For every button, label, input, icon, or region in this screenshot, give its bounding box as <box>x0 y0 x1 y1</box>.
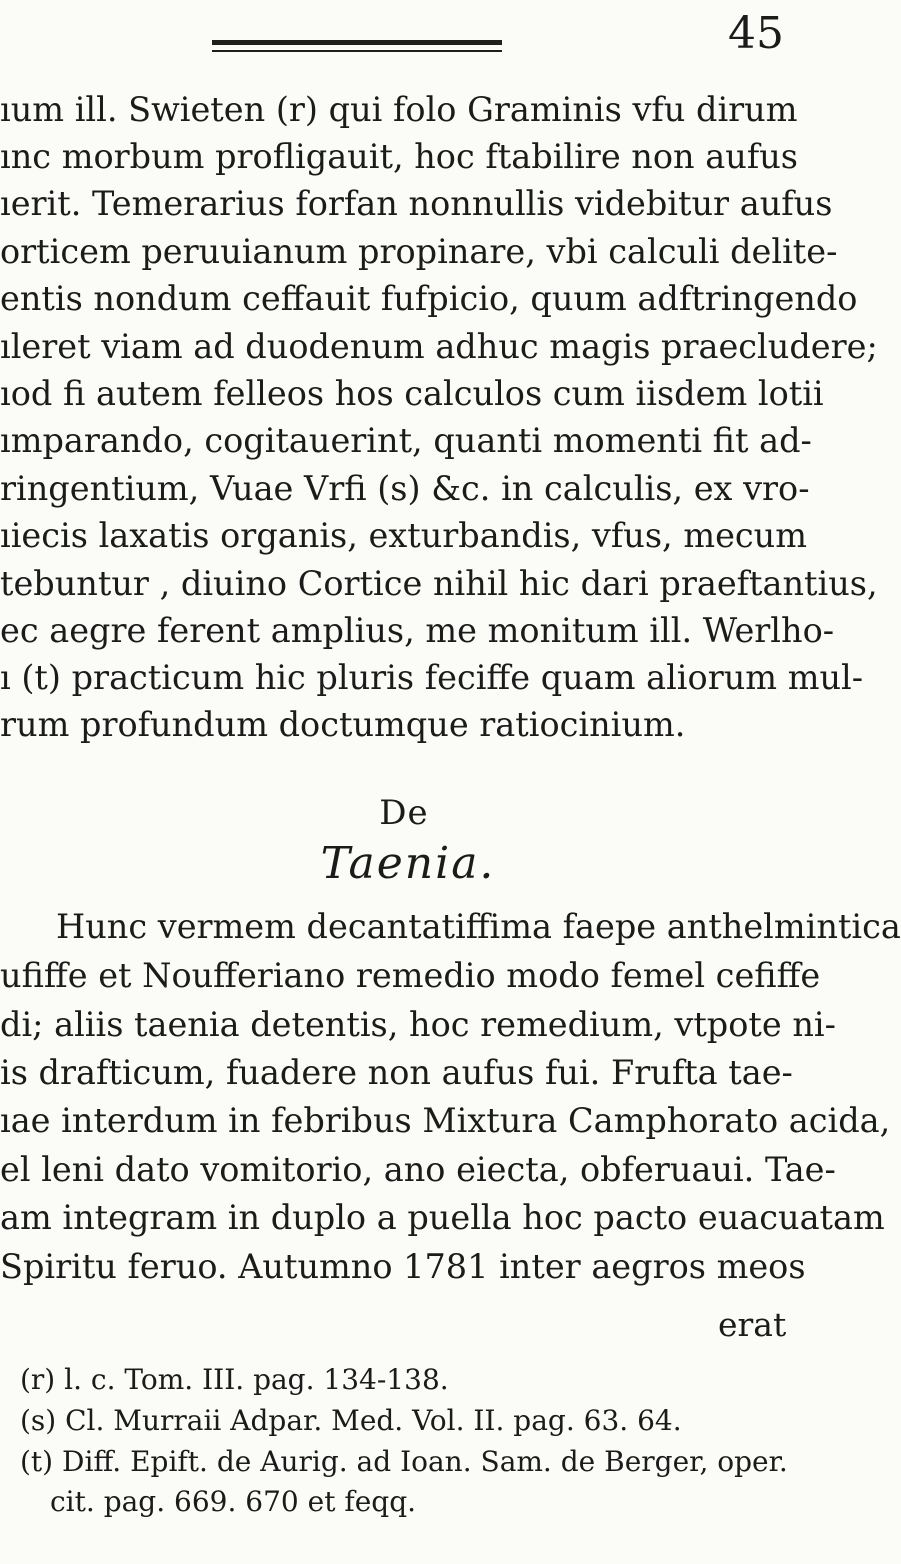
text-line: tebuntur , diuino Cortice nihil hic dari praeftantius, <box>0 564 878 603</box>
text-line: di; aliis taenia detentis, hoc remedium, vtpote ni- <box>0 1005 836 1044</box>
header-rule-thin <box>212 50 502 52</box>
text-line: is drafticum, fuadere non aufus fui. Frufta tae- <box>0 1053 793 1092</box>
text-line: rum profundum doctumque ratiocinium. <box>0 705 686 744</box>
header-rule-thick <box>212 40 502 45</box>
text-line: am integram in duplo a puella hoc pacto euacuatam <box>0 1198 885 1237</box>
section-heading-de: De <box>379 793 429 833</box>
text-line: el leni dato vomitorio, ano eiecta, obferuaui. Tae- <box>0 1150 836 1189</box>
text-line: ıiecis laxatis organis, exturbandis, vfus, mecum <box>0 516 808 555</box>
footnote-t: (t) Diff. Epift. de Aurig. ad Ioan. Sam. de Berger, oper. <box>20 1445 788 1478</box>
catchword: erat <box>718 1305 787 1344</box>
text-line: ıod fi autem felleos hos calculos cum iisdem lotii <box>0 374 824 413</box>
page-number: 45 <box>728 8 784 59</box>
text-line: ınc morbum profligauit, hoc ftabilire non aufus <box>0 137 798 176</box>
footnote-t-continued: cit. pag. 669. 670 et feqq. <box>50 1485 417 1518</box>
text-line: Hunc vermem decantatiffima faepe anthelmintica <box>56 907 901 946</box>
text-line: ec aegre ferent amplius, me monitum ill. Werlho- <box>0 611 835 650</box>
section-title: Taenia. <box>320 838 496 889</box>
footnote-s: (s) Cl. Murraii Adpar. Med. Vol. II. pag. 63. 64. <box>20 1404 682 1437</box>
text-line: ufiffe et Noufferiano remedio modo femel cefiffe <box>0 956 821 995</box>
footnote-r: (r) l. c. Tom. III. pag. 134-138. <box>20 1363 449 1396</box>
text-line: ıae interdum in febribus Mixtura Camphorato acida, <box>0 1101 891 1140</box>
text-line: ıleret viam ad duodenum adhuc magis praecludere; <box>0 327 878 366</box>
text-line: ıum ill. Swieten (r) qui folo Graminis vfu dirum <box>0 90 798 129</box>
text-line: ringentium, Vuae Vrfi (s) &c. in calculis, ex vro- <box>0 469 810 508</box>
text-line: ıerit. Temerarius forfan nonnullis videbitur aufus <box>0 184 833 223</box>
text-line: orticem peruuianum propinare, vbi calculi delite- <box>0 232 838 271</box>
text-line: entis nondum ceffauit fufpicio, quum adftringendo <box>0 279 858 318</box>
text-line: ı (t) practicum hic pluris feciffe quam aliorum mul- <box>0 658 864 697</box>
text-line: ımparando, cogitauerint, quanti momenti fit ad- <box>0 421 812 460</box>
text-line: Spiritu feruo. Autumno 1781 inter aegros meos <box>0 1247 806 1286</box>
